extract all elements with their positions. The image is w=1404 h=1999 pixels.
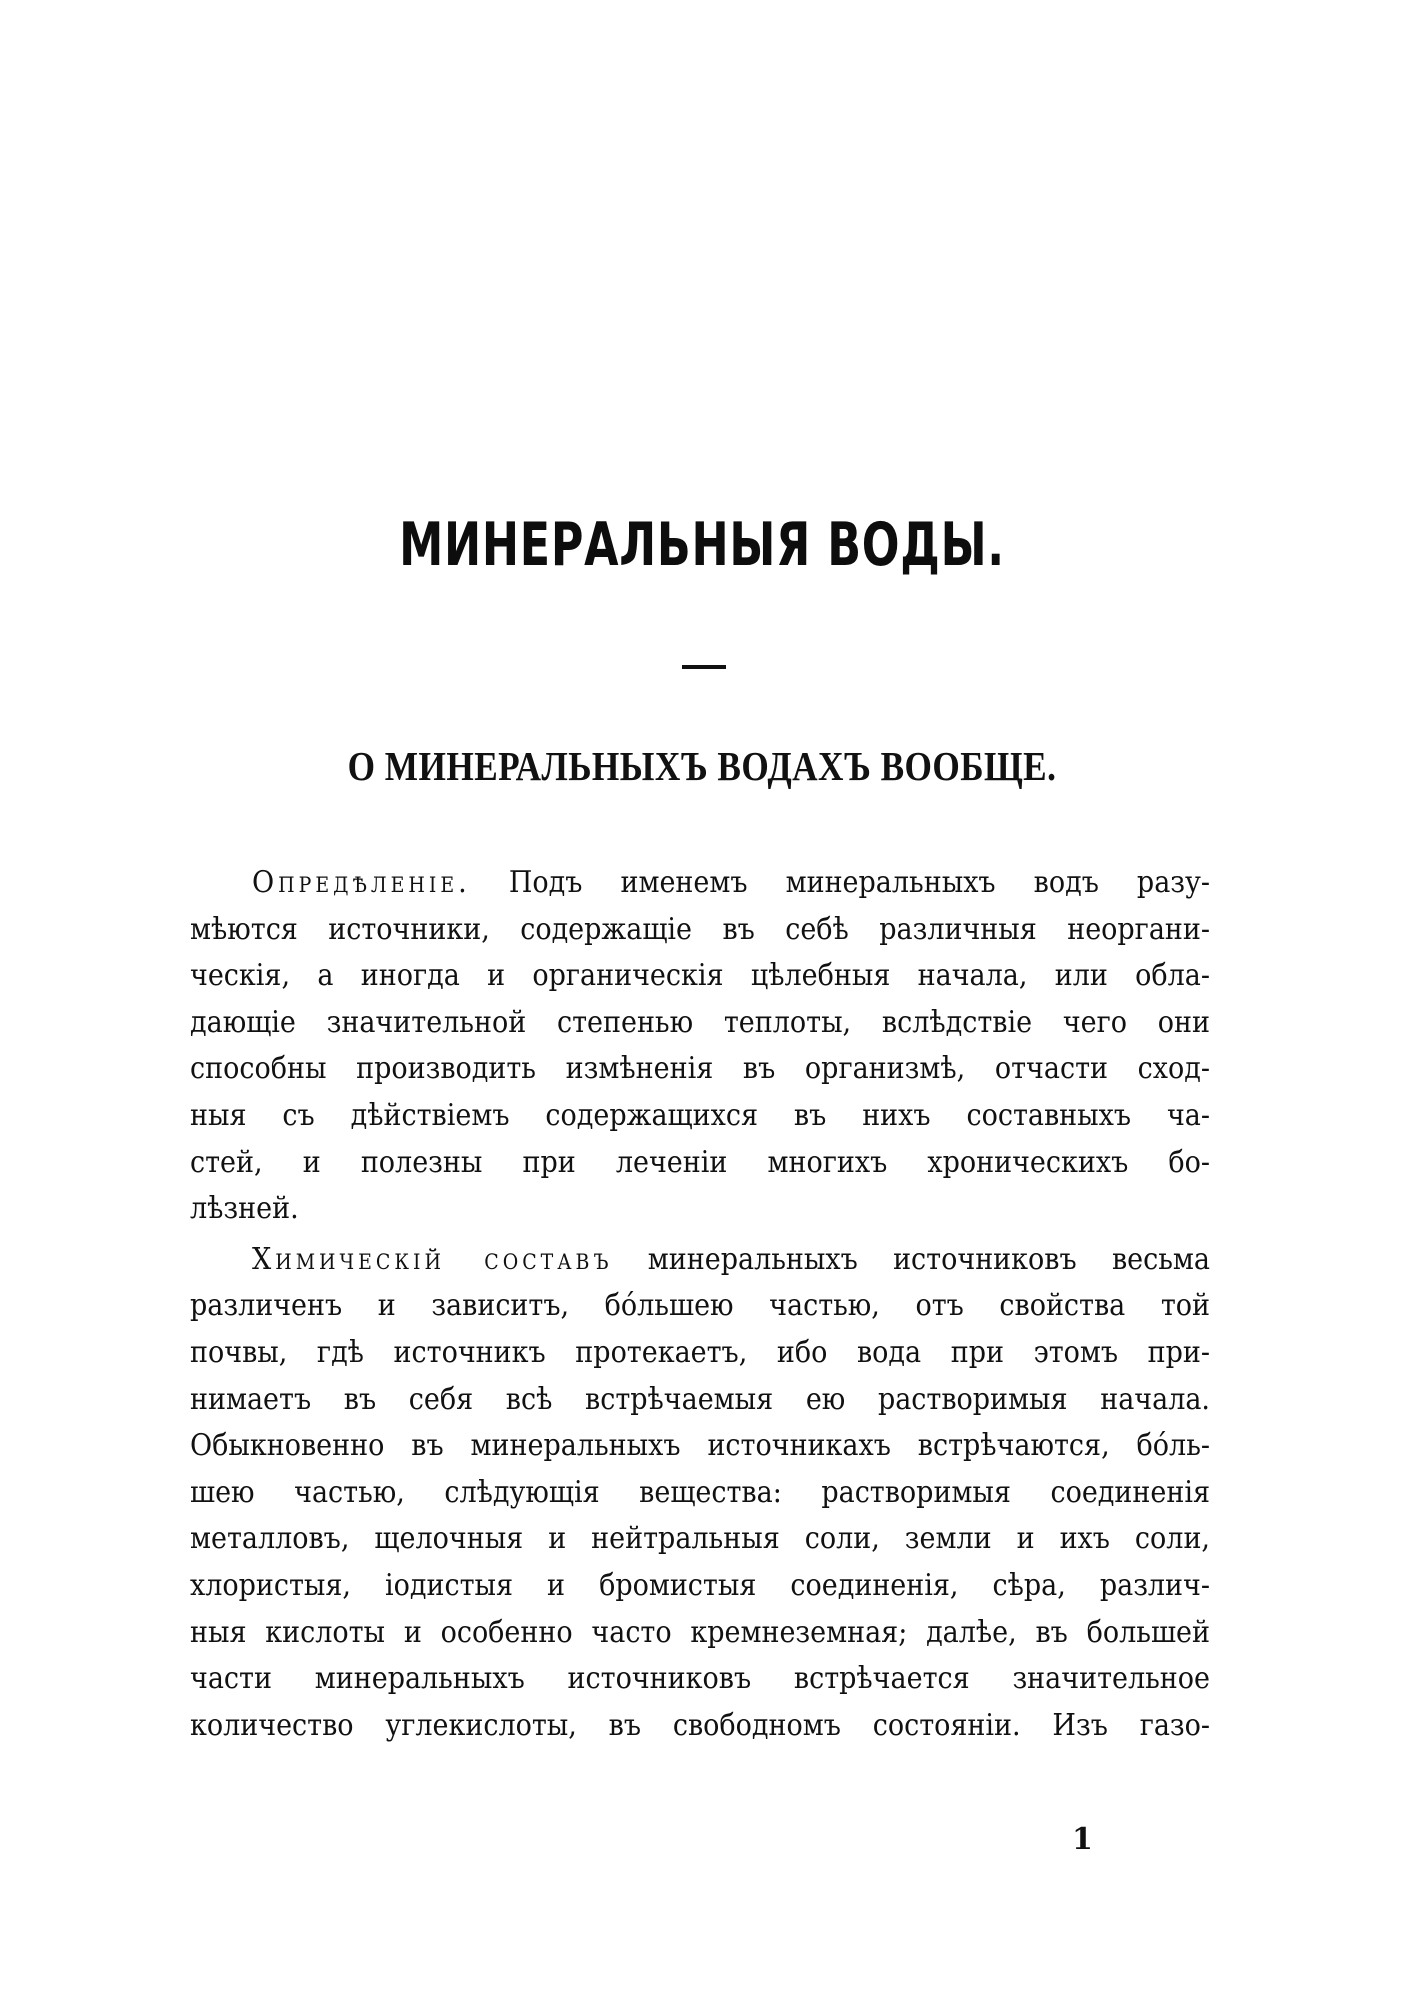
text-line: мѣются источники, содержащiе въ себѣ различныя неоргани- [190,911,1210,947]
text-line: лѣзней. [190,1191,299,1227]
text-line: металловъ, щелочныя и нейтральныя соли, земли и ихъ соли, [190,1521,1210,1557]
section-title: О МИНЕРАЛЬНЫХЪ ВОДАХЪ ВООБЩЕ. [347,743,1057,789]
text-line: шею частью, слѣдующiя вещества: растворимыя соединенiя [190,1474,1210,1510]
text-line: нимаетъ въ себя всѣ встрѣчаемыя ею растворимыя начала. [190,1381,1210,1417]
text-line: стей, и полезны при леченiи многихъ хроническихъ бо- [190,1144,1210,1180]
text-line: ческiя, а иногда и органическiя цѣлебныя начала, или обла- [190,958,1210,994]
paragraph-lead: Химическiй составъ [252,1241,613,1277]
text-line [190,1237,1210,1284]
text-line: Обыкновенно въ минеральныхъ источникахъ встрѣчаются, бóль- [190,1428,1210,1464]
text-line: ныя кислоты и особенно часто кремнеземная; далѣе, въ большей [190,1614,1210,1650]
text-line-content: минеральныхъ источниковъ весьма [647,1241,1210,1277]
text-line-content: Подъ именемъ минеральныхъ водъ разу- [508,865,1210,900]
paragraph-lead: Опредѣленiе. [252,865,471,900]
page-number: 1 [1072,1822,1093,1857]
title-divider [682,665,726,669]
text-line: дающiе значительной степенью теплоты, вслѣдствiе чего они [190,1004,1210,1040]
text-line: почвы, гдѣ источникъ протекаетъ, ибо вода при этомъ при- [190,1334,1210,1370]
text-line: способны производить измѣненiя въ организмѣ, отчасти сход- [190,1051,1210,1087]
text-line: ныя съ дѣйствiемъ содержащихся въ нихъ составныхъ ча- [190,1097,1210,1133]
main-title: МИНЕРАЛЬНЫЯ ВОДЫ. [399,510,1005,580]
paragraph-definition [190,860,1210,1233]
body-text [190,860,1210,1753]
text-line: части минеральныхъ источниковъ встрѣчается значительное [190,1661,1210,1697]
text-line: хлористыя, iодистыя и бромистыя соединенiя, сѣра, различ- [190,1567,1210,1603]
text-line [190,860,1210,907]
paragraph-composition [190,1237,1210,1750]
text-line: различенъ и зависитъ, бóльшею частью, отъ свойства той [190,1288,1210,1324]
text-line: количество углекислоты, въ свободномъ состоянiи. Изъ газо- [190,1707,1210,1743]
